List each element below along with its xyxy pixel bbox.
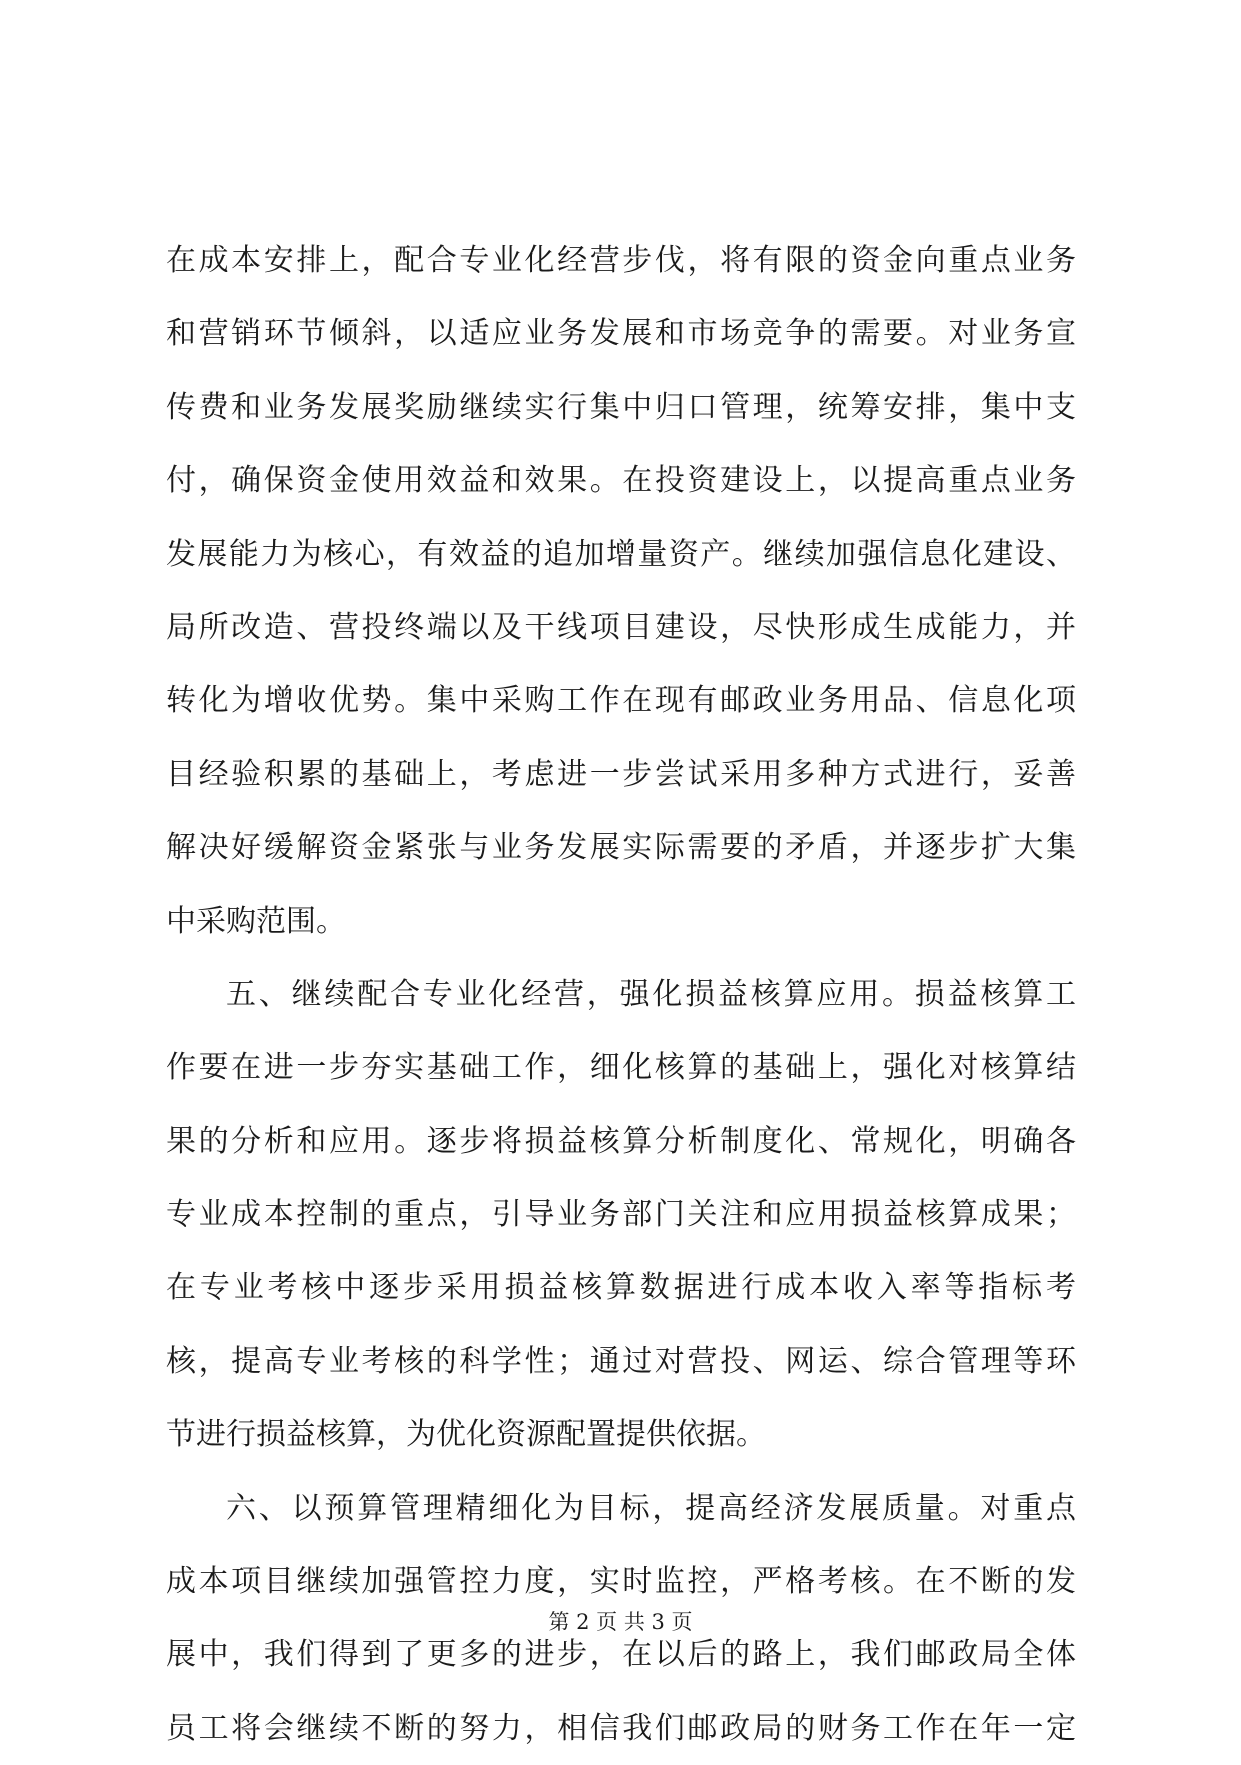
text-line: 局所改造、营投终端以及干线项目建设，尽快形成生成能力，并 (166, 609, 1076, 645)
text-line: 专业成本控制的重点，引导业务部门关注和应用损益核算成果； (166, 1197, 1076, 1233)
text-line: 成本项目继续加强管控力度，实时监控，严格考核。在不断的发 (166, 1564, 1076, 1600)
text-line: 员工将会继续不断的努力，相信我们邮政局的财务工作在年一定 (166, 1710, 1076, 1746)
text-line: 转化为增收优势。集中采购工作在现有邮政业务用品、信息化项 (166, 683, 1076, 719)
text-line: 中采购范围。 (166, 903, 346, 939)
text-line: 果的分析和应用。逐步将损益核算分析制度化、常规化，明确各 (166, 1123, 1076, 1159)
text-line: 传费和业务发展奖励继续实行集中归口管理，统筹安排，集中支 (166, 389, 1076, 425)
text-line: 作要在进一步夯实基础工作，细化核算的基础上，强化对核算结 (166, 1050, 1076, 1086)
body-text (166, 224, 1076, 1765)
text-line: 解决好缓解资金紧张与业务发展实际需要的矛盾，并逐步扩大集 (166, 830, 1076, 866)
text-line: 付，确保资金使用效益和效果。在投资建设上，以提高重点业务 (166, 463, 1076, 499)
text-line: 五、继续配合专业化经营，强化损益核算应用。损益核算工 (226, 976, 1076, 1012)
text-line: 和营销环节倾斜，以适应业务发展和市场竞争的需要。对业务宣 (166, 316, 1076, 352)
page-number-footer: 第 2 页 共 3 页 (548, 1610, 693, 1634)
text-line: 目经验积累的基础上，考虑进一步尝试采用多种方式进行，妥善 (166, 756, 1076, 792)
text-line: 六、以预算管理精细化为目标，提高经济发展质量。对重点 (226, 1490, 1076, 1526)
text-line: 展中，我们得到了更多的进步，在以后的路上，我们邮政局全体 (166, 1637, 1076, 1673)
text-line: 核，提高专业考核的科学性；通过对营投、网运、综合管理等环 (166, 1343, 1076, 1379)
text-line: 在成本安排上，配合专业化经营步伐，将有限的资金向重点业务 (166, 243, 1076, 278)
text-line: 在专业考核中逐步采用损益核算数据进行成本收入率等指标考 (166, 1270, 1076, 1306)
text-line: 节进行损益核算，为优化资源配置提供依据。 (166, 1417, 766, 1453)
text-line: 发展能力为核心，有效益的追加增量资产。继续加强信息化建设、 (166, 536, 1076, 572)
